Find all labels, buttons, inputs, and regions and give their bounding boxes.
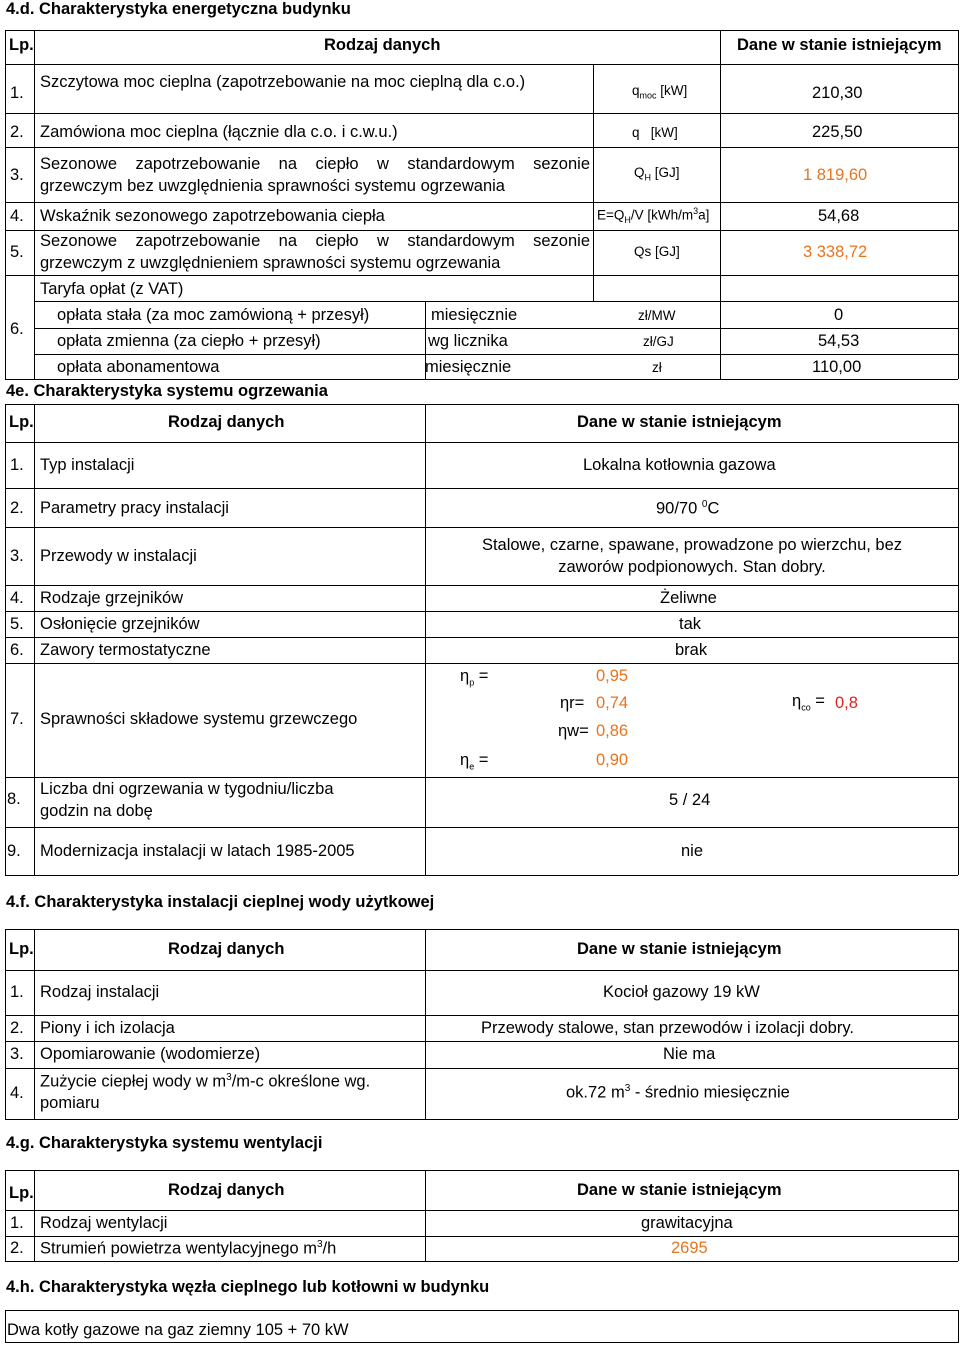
- row-label: Strumień powietrza wentylacyjnego $m^3/h$: [40, 1239, 337, 1258]
- row-number: 6.: [10, 320, 24, 338]
- row-value: Przewody stalowe, stan przewodów i izolacji dobry.: [481, 1019, 854, 1037]
- eta-e-label: $\eta_e$ =: [460, 751, 489, 772]
- section-4g-title: 4.g. Charakterystyka systemu wentylacji: [6, 1134, 323, 1152]
- row-number: 1.: [10, 983, 24, 1001]
- row-value: 2695: [671, 1239, 708, 1257]
- section-4d-title: 4.d. Charakterystyka energetyczna budynku: [6, 0, 351, 18]
- row-unit: $Q_H$ [GJ]: [634, 165, 680, 183]
- row-value: 225,50: [812, 123, 863, 141]
- row-number: 1.: [10, 84, 24, 102]
- row-label: Przewody w instalacji: [40, 547, 197, 565]
- header-stan: Dane w stanie istniejącym: [577, 413, 782, 431]
- row-label-line1: Sezonowe zapotrzebowanie na ciepło w standardowym sezonie: [40, 155, 590, 173]
- header-lp: Lp.: [9, 413, 34, 431]
- header-stan: Dane w stanie istniejącym: [577, 1181, 782, 1199]
- row-label-line2: godzin na dobę: [40, 802, 153, 820]
- row-label: Szczytowa moc cieplna (zapotrzebowanie na moc cieplną dla c.o.): [40, 73, 526, 91]
- header-lp: Lp.: [9, 1184, 34, 1202]
- row-number: 2.: [10, 499, 24, 517]
- tariff-name: opłata zmienna (za ciepło + przesył): [57, 332, 321, 350]
- row-number: 1.: [10, 1214, 24, 1232]
- eta-co-label: $\eta_{co}$ =: [792, 692, 825, 713]
- tariff-value: 0: [834, 306, 844, 324]
- eta-w-value: 0,86: [596, 722, 629, 740]
- row-label: Zawory termostatyczne: [40, 641, 211, 659]
- row-label-line1: Liczba dni ogrzewania w tygodniu/liczba: [40, 780, 334, 798]
- row-value-line2: zaworów podpionowych. Stan dobry.: [558, 558, 826, 576]
- section-4e-title: 4e. Charakterystyka systemu ogrzewania: [6, 382, 328, 400]
- eta-w-label: ηw=: [558, 722, 589, 740]
- header-rodzaj: Rodzaj danych: [168, 940, 285, 958]
- row-value: Kocioł gazowy 19 kW: [603, 983, 760, 1001]
- tariff-unit: zł/MW: [638, 308, 676, 323]
- tariff-name: opłata stała (za moc zamówioną + przesył): [57, 306, 370, 324]
- row-value: 90/70 $^0$C: [656, 499, 720, 518]
- section-4f-title: 4.f. Charakterystyka instalacji cieplnej wody użytkowej: [6, 893, 435, 911]
- row-label: Opomiarowanie (wodomierze): [40, 1045, 261, 1063]
- row-label: Piony i ich izolacja: [40, 1019, 175, 1037]
- row-value: grawitacyjna: [641, 1214, 733, 1232]
- row-number: 2.: [10, 1239, 24, 1257]
- row-number: 4.: [10, 207, 24, 225]
- row-value: 3 338,72: [803, 243, 868, 261]
- row-value: nie: [681, 842, 704, 860]
- row-number: 5.: [10, 615, 24, 633]
- tariff-label: Taryfa opłat (z VAT): [40, 280, 184, 298]
- tariff-period: miesięcznie: [425, 358, 512, 376]
- row-label-line1: Zużycie ciepłej wody w $m^3/m-c$ określone wg.: [40, 1072, 371, 1091]
- section-4h-title: 4.h. Charakterystyka węzła cieplnego lub kotłowni w budynku: [6, 1278, 490, 1296]
- row-label-line2: grzewczym bez uwzględnienia sprawności systemu ogrzewania: [40, 177, 505, 195]
- header-lp: Lp.: [9, 940, 34, 958]
- row-number: 6.: [10, 641, 24, 659]
- tariff-unit: zł/GJ: [643, 334, 674, 349]
- row-label: Modernizacja instalacji w latach 1985-2005: [40, 842, 355, 860]
- row-label-line2: pomiaru: [40, 1094, 100, 1112]
- row-value: 54,68: [818, 207, 860, 225]
- header-stan: Dane w stanie istniejącym: [577, 940, 782, 958]
- eta-r-value: 0,74: [596, 694, 629, 712]
- row-label-line1: Sezonowe zapotrzebowanie na ciepło w standardowym sezonie: [40, 232, 590, 250]
- row-number: 4.: [10, 589, 24, 607]
- row-label: Sprawności składowe systemu grzewczego: [40, 710, 358, 728]
- row-number: 7.: [10, 710, 24, 728]
- row-label: Zamówiona moc cieplna (łącznie dla c.o. i c.w.u.): [40, 123, 398, 141]
- row-number: 3.: [10, 1045, 24, 1063]
- row-unit: Qs [GJ]: [634, 244, 680, 259]
- row-unit: $q_{moc}$ [kW]: [632, 83, 688, 101]
- row-value: Nie ma: [663, 1045, 716, 1063]
- eta-co-value: 0,8: [835, 694, 858, 712]
- tariff-value: 54,53: [818, 332, 860, 350]
- row-number: 3.: [10, 547, 24, 565]
- row-label: Rodzaj wentylacji: [40, 1214, 168, 1232]
- row-number: 5.: [10, 243, 24, 261]
- row-value: tak: [679, 615, 702, 633]
- row-value-line1: Stalowe, czarne, spawane, prowadzone po wierzchu, bez: [481, 536, 903, 554]
- row-unit: q [kW]: [632, 125, 678, 140]
- header-lp: Lp.: [9, 36, 34, 54]
- row-number: 8.: [7, 790, 21, 808]
- tariff-value: 110,00: [812, 358, 862, 376]
- row-number: 1.: [10, 456, 24, 474]
- header-stan: Dane w stanie istniejącym: [737, 36, 942, 54]
- tariff-name: opłata abonamentowa: [57, 358, 220, 376]
- row-label: Rodzaje grzejników: [40, 589, 184, 607]
- tariff-period: miesięcznie: [431, 306, 518, 324]
- eta-r-label: ηr=: [560, 694, 585, 712]
- boiler-description: Dwa kotły gazowe na gaz ziemny 105 + 70 kW: [7, 1321, 349, 1339]
- row-value: 1 819,60: [803, 166, 868, 184]
- row-label: Wskaźnik sezonowego zapotrzebowania ciepła: [40, 207, 385, 225]
- row-label-line2: grzewczym z uwzględnieniem sprawności systemu ogrzewania: [40, 254, 501, 272]
- row-label: Parametry pracy instalacji: [40, 499, 229, 517]
- row-number: 2.: [10, 123, 24, 141]
- row-number: 3.: [10, 166, 24, 184]
- row-unit: $E=Q_H/V$ $[kWh/m^3a]$: [597, 206, 710, 226]
- row-value: Lokalna kotłownia gazowa: [583, 456, 776, 474]
- row-number: 2.: [10, 1019, 24, 1037]
- row-value: Żeliwne: [660, 589, 717, 607]
- eta-p-value: 0,95: [596, 667, 629, 685]
- row-label: Typ instalacji: [40, 456, 135, 474]
- row-number: 4.: [10, 1084, 24, 1102]
- tariff-unit: zł: [652, 360, 662, 375]
- row-label: Osłonięcie grzejników: [40, 615, 200, 633]
- tariff-period: wg licznika: [428, 332, 508, 350]
- row-value: 5 / 24: [669, 791, 711, 809]
- row-label: Rodzaj instalacji: [40, 983, 160, 1001]
- header-rodzaj: Rodzaj danych: [168, 1181, 285, 1199]
- eta-p-label: $\eta_p$ =: [460, 667, 489, 688]
- row-value: brak: [675, 641, 708, 659]
- row-value: ok.72 $m^3$ - średnio miesięcznie: [566, 1083, 790, 1102]
- header-rodzaj: Rodzaj danych: [168, 413, 285, 431]
- row-value: 210,30: [812, 84, 863, 102]
- eta-e-value: 0,90: [596, 751, 629, 769]
- header-rodzaj: Rodzaj danych: [324, 36, 441, 54]
- row-number: 9.: [7, 842, 21, 860]
